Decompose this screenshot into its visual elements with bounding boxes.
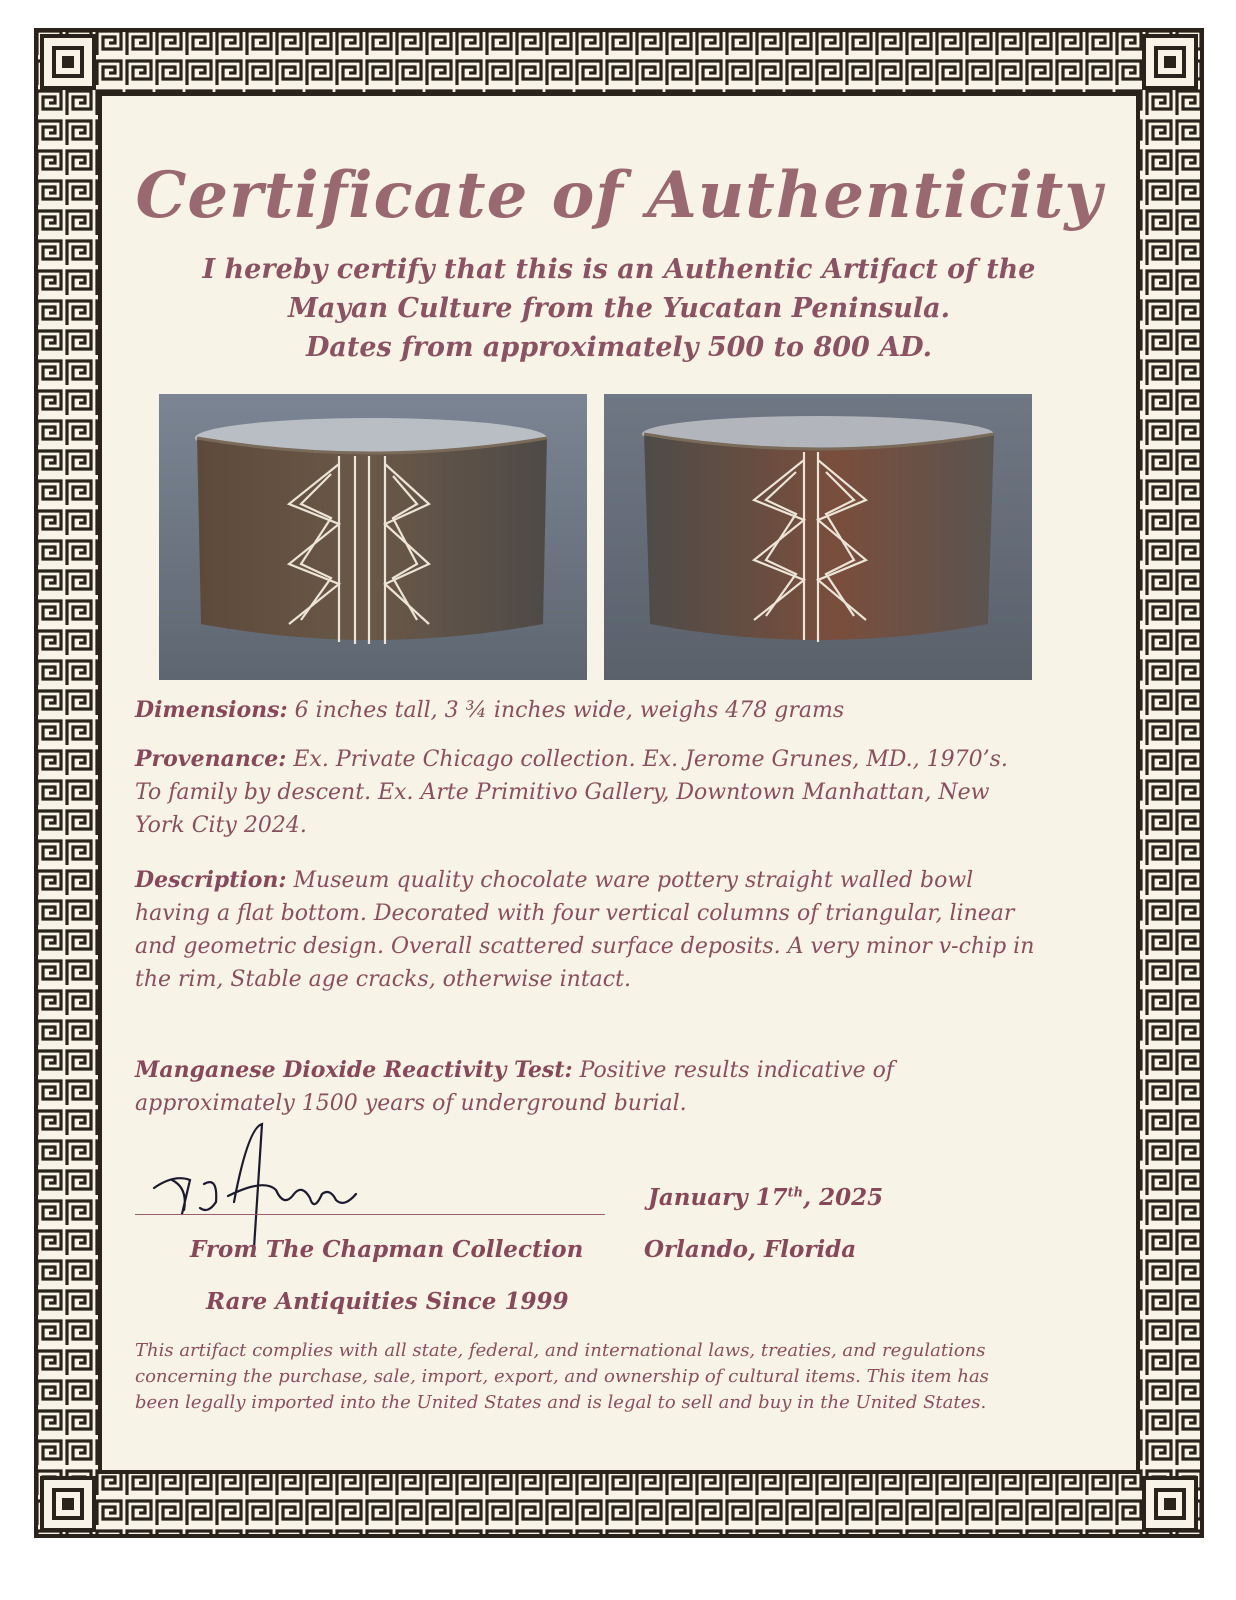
description-label: Description: — [135, 867, 287, 893]
certificate-page — [34, 28, 1204, 1538]
certificate-location: Orlando, Florida — [644, 1236, 857, 1263]
legal-disclaimer: This artifact complies with all state, federal, and international laws, treaties, and regulations concerning the purchase, sale, import, export, and ownership of cultural items. This item has been legally imported into the United States and is legal to sell and buy in the United States. — [135, 1340, 989, 1413]
collection-name: From The Chapman Collection — [190, 1236, 584, 1263]
page-title: Certificate of Authenticity — [135, 158, 1103, 233]
certify-line: Dates from approximately 500 to 800 AD. — [305, 332, 933, 363]
certify-line: Mayan Culture from the Yucatan Peninsula. — [287, 293, 951, 324]
provenance-section — [135, 743, 1035, 842]
handwritten-signature — [144, 1118, 374, 1248]
test-text: Positive results indicative of approximately 1500 years of underground burial. — [135, 1058, 895, 1116]
certification-statement — [124, 250, 1114, 367]
provenance-text: Ex. Private Chicago collection. Ex. Jerome Grunes, MD., 1970’s. To family by descent. Ex. Arte Primitivo Gallery, Downtown Manhattan, New York City 2024. — [135, 747, 1008, 838]
bowl-photo-side — [604, 394, 1032, 680]
signature-line — [135, 1214, 605, 1215]
description-section — [135, 864, 1035, 996]
test-label: Manganese Dioxide Reactivity Test: — [135, 1057, 573, 1083]
description-text: Museum quality chocolate ware pottery straight walled bowl having a flat bottom. Decorated with four vertical columns of triangular, linear and geometric design. Overall scattered surface deposits. A very minor v-chip in the rim, Stable age cracks, otherwise intact. — [135, 868, 1035, 992]
certify-line: I hereby certify that this is an Authentic Artifact of the — [202, 254, 1036, 285]
bowl-photo-front — [159, 394, 587, 680]
dimensions-section — [135, 694, 1035, 727]
dimensions-label: Dimensions: — [135, 697, 288, 723]
certificate-date: January 17th, 2025 — [648, 1184, 884, 1211]
collection-tagline: Rare Antiquities Since 1999 — [206, 1288, 569, 1315]
dimensions-text: 6 inches tall, 3 ¾ inches wide, weighs 478 grams — [294, 698, 845, 723]
test-section — [135, 1054, 1035, 1120]
certificate-content — [124, 118, 1114, 1448]
provenance-label: Provenance: — [135, 746, 287, 772]
